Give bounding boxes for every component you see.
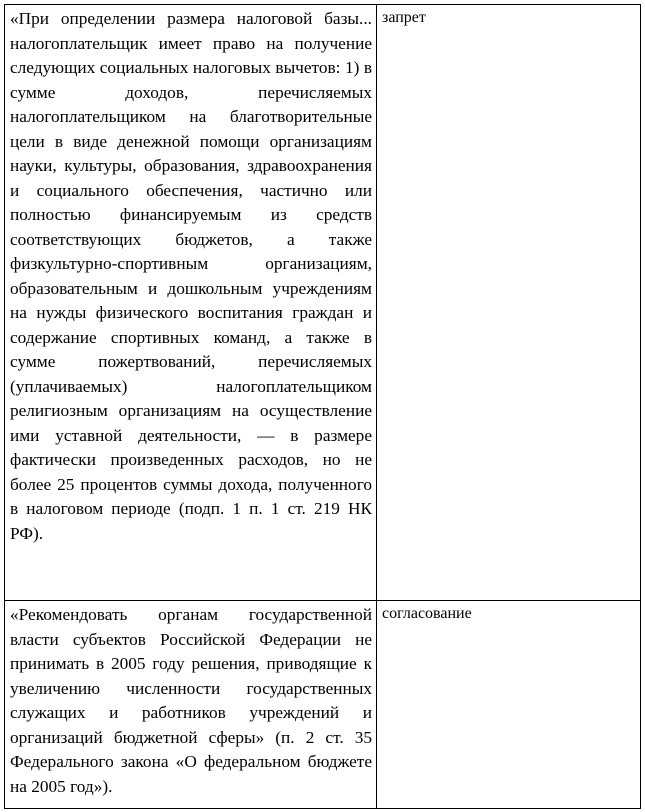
document-table [4,4,641,809]
status-text: запрет [382,9,426,26]
status-text: согласование [382,605,472,622]
status-cell [377,5,641,601]
table-row [5,601,641,809]
quote-text: «Рекомендовать органам государственной власти субъектов Российской Федерации не принимать в 2005 году решения, приводящие к увеличению численности государственных служащих и работников учреждений и организаций бюджетной сферы» (п. 2 ст. 35 Федерального закона «О федеральном бюджете на 2005 год»). [10,605,372,796]
quote-cell [5,5,377,601]
quote-text: «При определении размера налоговой базы... налогоплательщик имеет право на получение следующих социальных налоговых вычетов: 1) в сумме доходов, перечисляемых налогоплательщиком на благотворительные цели в виде денежной помощи организациям науки, культуры, образования, здравоохранения и социального обеспечения, частично или полностью финансируемым из средств соответствующих бюджетов, а также физкультурно-спортивным организациям, образовательным и дошкольным учреждениям на нужды физического воспитания граждан и содержание спортивных команд, а также в сумме пожертвований, перечисляемых (уплачиваемых) налогоплательщиком религиозным организациям на осуществление ими уставной деятельности, — в размере фактически произведенных расходов, но не более 25 процентов суммы дохода, полученного в налоговом периоде (подп. 1 п. 1 ст. 219 НК РФ). [10,9,372,543]
status-cell [377,601,641,809]
quote-cell [5,601,377,809]
table-row [5,5,641,601]
